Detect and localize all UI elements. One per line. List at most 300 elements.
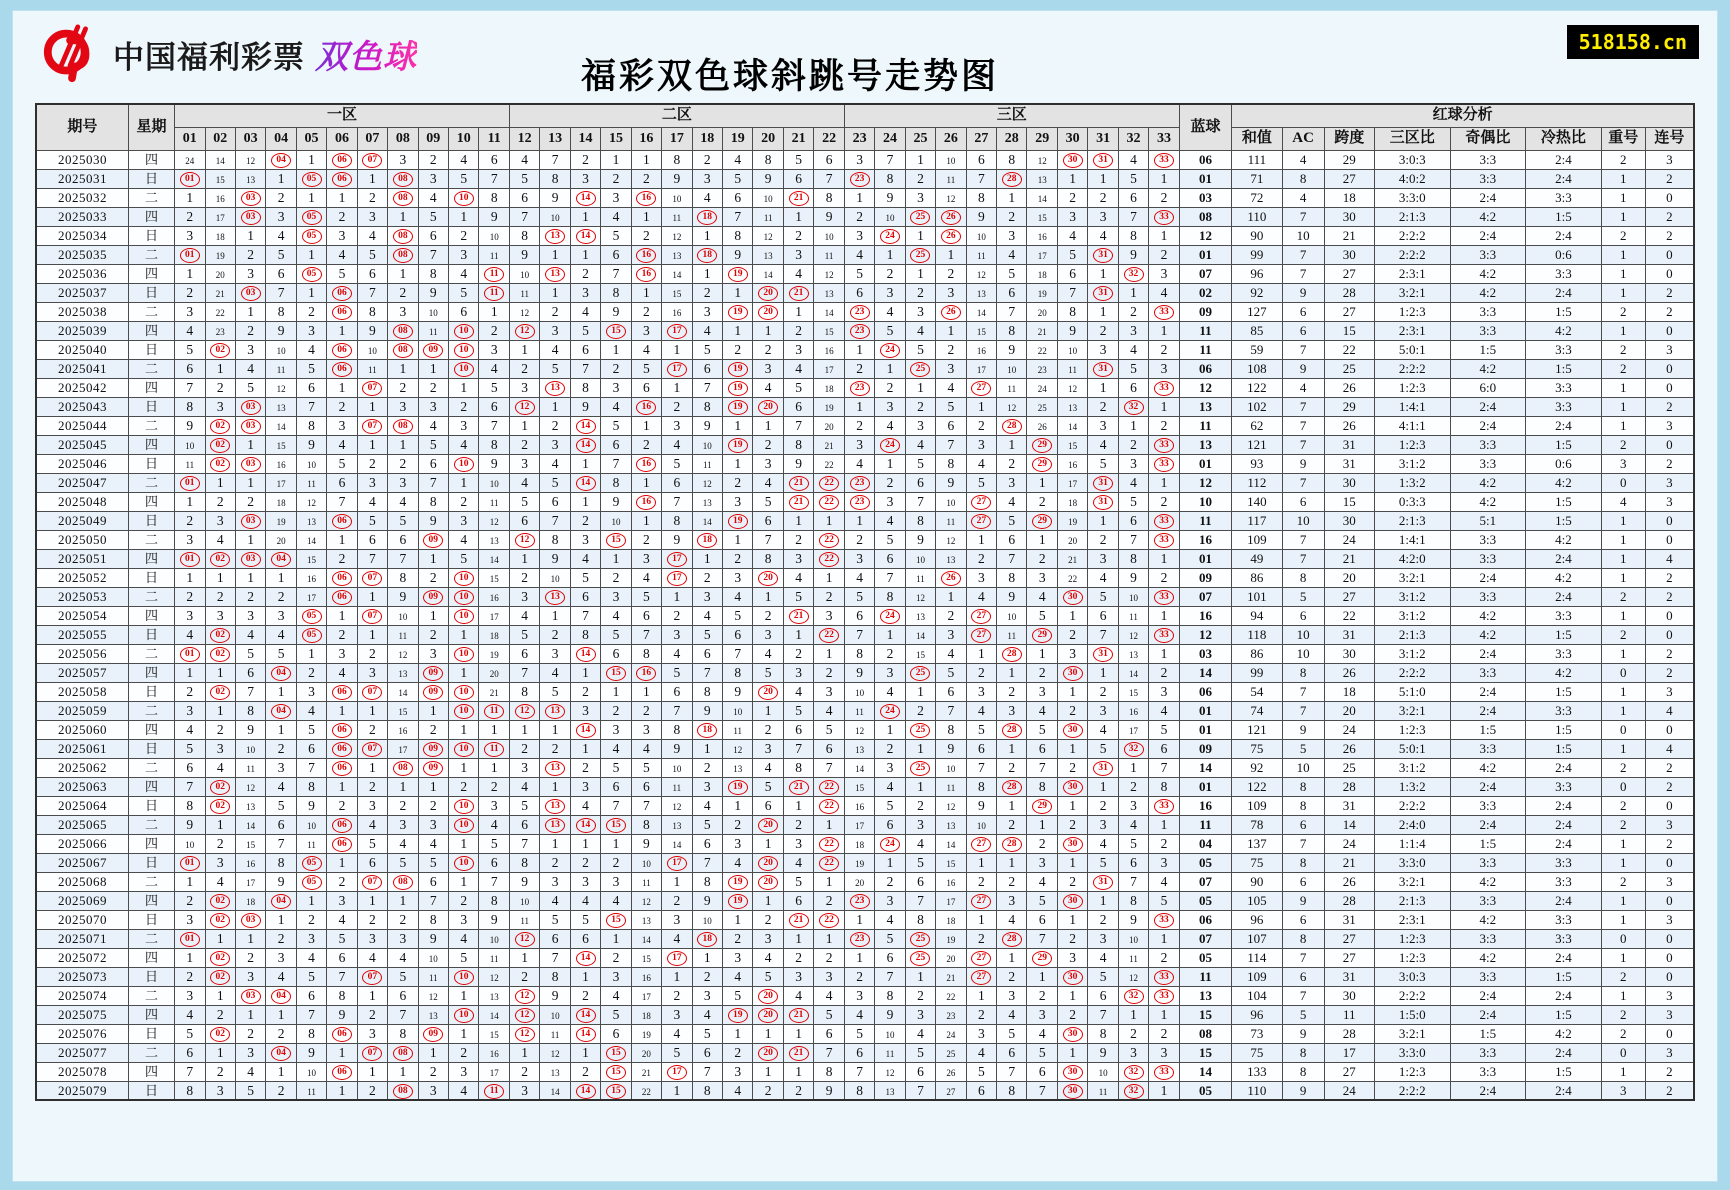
drawn-ball: 02 <box>210 970 230 985</box>
analysis-span: 26 <box>1324 378 1374 397</box>
miss-count: 7 <box>917 1082 924 1098</box>
issue-cell: 2025043 <box>36 397 128 416</box>
ball-cell-16 <box>631 682 661 701</box>
miss-count: 4 <box>1160 873 1168 889</box>
ball-cell-29 <box>1027 929 1057 948</box>
ball-cell-25 <box>905 644 935 663</box>
analysis-odd-even-ratio: 2:4 <box>1450 397 1526 416</box>
ball-cell-20 <box>753 929 783 948</box>
ball-cell-03 <box>235 321 265 340</box>
ball-cell-30 <box>1057 777 1087 796</box>
drawn-ball: 31 <box>1093 761 1113 776</box>
ball-cell-25 <box>905 853 935 872</box>
ball-cell-30 <box>1057 321 1087 340</box>
ball-cell-25 <box>905 397 935 416</box>
miss-count: 8 <box>1160 778 1168 794</box>
ball-cell-04 <box>266 948 296 967</box>
miss-count: 3 <box>886 892 894 908</box>
ball-cell-08 <box>388 1062 418 1081</box>
analysis-hot-cold-ratio: 2:4 <box>1526 416 1602 435</box>
miss-count: 4 <box>856 455 863 471</box>
ball-cell-13 <box>540 359 570 378</box>
ball-cell-24 <box>875 188 905 207</box>
drawn-ball: 01 <box>180 856 200 871</box>
ball-cell-28 <box>997 226 1027 245</box>
ball-cell-05 <box>296 283 326 302</box>
analysis-sum: 74 <box>1232 701 1282 720</box>
ball-cell-01 <box>175 1062 205 1081</box>
ball-cell-12 <box>509 758 539 777</box>
analysis-sum: 75 <box>1232 739 1282 758</box>
ball-cell-07 <box>357 853 387 872</box>
ball-cell-24 <box>875 606 905 625</box>
ball-cell-14 <box>570 492 600 511</box>
ball-cell-15 <box>601 435 631 454</box>
ball-cell-13 <box>540 587 570 606</box>
miss-count: 5 <box>186 1025 194 1041</box>
ball-cell-10 <box>449 549 479 568</box>
blue-ball-cell: 07 <box>1179 587 1231 606</box>
analysis-consecutive: 3 <box>1645 986 1694 1005</box>
analysis-span: 27 <box>1324 948 1374 967</box>
miss-count: 6 <box>1130 512 1137 528</box>
ball-cell-27 <box>966 853 996 872</box>
analysis-consecutive: 4 <box>1645 549 1694 568</box>
analysis-odd-even-ratio: 2:4 <box>1450 701 1526 720</box>
day-cell: 日 <box>128 739 174 758</box>
drawn-ball: 14 <box>576 1084 596 1099</box>
drawn-ball: 17 <box>667 324 687 339</box>
analysis-repeat: 1 <box>1601 682 1645 701</box>
issue-cell: 2025030 <box>36 150 128 169</box>
miss-count: 4 <box>582 892 589 908</box>
miss-count: 3 <box>277 208 285 224</box>
ball-cell-24 <box>875 891 905 910</box>
ball-cell-09 <box>418 1043 448 1062</box>
miss-count: 2 <box>1130 1025 1137 1041</box>
ball-cell-23 <box>844 587 874 606</box>
miss-count: 15 <box>246 840 256 850</box>
ball-cell-30 <box>1057 758 1087 777</box>
miss-count: 16 <box>246 859 256 869</box>
ball-cell-20 <box>753 207 783 226</box>
miss-count: 3 <box>1069 949 1076 965</box>
miss-count: 13 <box>307 517 317 527</box>
analysis-zone-ratio: 3:3:0 <box>1374 1043 1450 1062</box>
ball-cell-01 <box>175 986 205 1005</box>
analysis-ac: 10 <box>1282 511 1324 530</box>
miss-count: 1 <box>551 284 559 300</box>
ball-cell-23 <box>844 511 874 530</box>
miss-count: 6 <box>308 987 315 1003</box>
analysis-ac: 7 <box>1282 245 1324 264</box>
ball-cell-17 <box>662 1062 692 1081</box>
drawn-ball: 06 <box>332 571 352 586</box>
ball-cell-06 <box>327 891 357 910</box>
ball-cell-06 <box>327 435 357 454</box>
analysis-repeat: 1 <box>1601 397 1645 416</box>
ball-cell-13 <box>540 435 570 454</box>
miss-count: 1 <box>917 968 924 984</box>
miss-count: 1 <box>612 835 620 851</box>
miss-count: 1 <box>1099 170 1107 186</box>
analysis-col-header-3: 三区比 <box>1374 127 1450 150</box>
miss-count: 1 <box>795 1025 802 1041</box>
miss-count: 6 <box>795 398 802 414</box>
drawn-ball: 15 <box>606 818 626 833</box>
analysis-span: 31 <box>1324 435 1374 454</box>
ball-cell-29 <box>1027 758 1057 777</box>
ball-cell-22 <box>814 188 845 207</box>
ball-cell-33 <box>1149 929 1180 948</box>
analysis-odd-even-ratio: 1:5 <box>1450 1024 1526 1043</box>
analysis-span: 15 <box>1324 492 1374 511</box>
ball-cell-22 <box>814 302 845 321</box>
zone-header-1: 一区 <box>175 104 510 127</box>
ball-cell-21 <box>783 397 813 416</box>
ball-cell-29 <box>1027 606 1057 625</box>
day-cell: 日 <box>128 454 174 473</box>
miss-count: 5 <box>795 702 802 718</box>
miss-count: 4 <box>795 683 802 699</box>
miss-count: 17 <box>641 992 651 1002</box>
miss-count: 1 <box>338 531 346 547</box>
miss-count: 8 <box>521 227 529 243</box>
miss-count: 3 <box>947 284 955 300</box>
analysis-span: 15 <box>1324 321 1374 340</box>
miss-count: 3 <box>856 436 863 452</box>
ball-cell-01 <box>175 188 205 207</box>
day-cell: 二 <box>128 188 174 207</box>
drawn-ball: 05 <box>302 856 322 871</box>
miss-count: 1 <box>795 626 802 642</box>
miss-count: 2 <box>369 1006 376 1022</box>
miss-count: 4 <box>673 930 681 946</box>
table-row <box>36 245 1694 264</box>
miss-count: 3 <box>734 1063 742 1079</box>
ball-cell-11 <box>479 834 510 853</box>
miss-count: 4 <box>551 341 559 357</box>
blue-ball-cell: 07 <box>1179 929 1231 948</box>
ball-cell-11 <box>479 720 510 739</box>
miss-count: 4 <box>977 588 985 604</box>
drawn-ball: 08 <box>393 1046 413 1061</box>
drawn-ball: 27 <box>971 970 991 985</box>
miss-count: 3 <box>795 835 802 851</box>
miss-count: 4 <box>1130 816 1137 832</box>
analysis-consecutive: 0 <box>1645 188 1694 207</box>
ball-cell-19 <box>723 435 753 454</box>
ball-cell-24 <box>875 853 905 872</box>
analysis-consecutive: 0 <box>1645 511 1694 530</box>
miss-count: 3 <box>825 607 833 623</box>
ball-cell-24 <box>875 226 905 245</box>
miss-count: 8 <box>1008 1082 1016 1098</box>
drawn-ball: 04 <box>271 704 291 719</box>
miss-count: 6 <box>186 759 194 775</box>
analysis-col-header-1: AC <box>1282 127 1324 150</box>
miss-count: 10 <box>1098 1068 1108 1078</box>
analysis-hot-cold-ratio: 2:4 <box>1526 1081 1602 1100</box>
miss-count: 10 <box>641 859 651 869</box>
ball-cell-20 <box>753 1062 783 1081</box>
ball-cell-17 <box>662 625 692 644</box>
ball-cell-13 <box>540 948 570 967</box>
ball-cell-16 <box>631 245 661 264</box>
ball-cell-05 <box>296 701 326 720</box>
ball-cell-05 <box>296 473 326 492</box>
ball-cell-15 <box>601 321 631 340</box>
miss-count: 16 <box>276 460 286 470</box>
ball-cell-29 <box>1027 549 1057 568</box>
ball-cell-33 <box>1149 796 1180 815</box>
miss-count: 12 <box>702 479 712 489</box>
miss-count: 1 <box>734 455 742 471</box>
ball-cell-02 <box>205 986 235 1005</box>
analysis-repeat: 0 <box>1601 663 1645 682</box>
miss-count: 2 <box>1099 683 1107 699</box>
ball-cell-01 <box>175 796 205 815</box>
ball-cell-21 <box>783 910 813 929</box>
ball-cell-19 <box>723 454 753 473</box>
day-cell: 二 <box>128 986 174 1005</box>
ball-cell-01 <box>175 1043 205 1062</box>
drawn-ball: 14 <box>576 818 596 833</box>
ball-cell-27 <box>966 948 996 967</box>
table-row <box>36 777 1694 796</box>
ball-cell-22 <box>814 150 845 169</box>
ball-cell-21 <box>783 891 813 910</box>
miss-count: 3 <box>551 322 559 338</box>
miss-count: 5 <box>521 493 529 509</box>
miss-count: 3 <box>1099 208 1107 224</box>
ball-cell-13 <box>540 644 570 663</box>
miss-count: 3 <box>216 607 224 623</box>
ball-cell-13 <box>540 226 570 245</box>
ball-cell-06 <box>327 492 357 511</box>
table-row <box>36 169 1694 188</box>
ball-cell-32 <box>1118 929 1148 948</box>
ball-cell-15 <box>601 492 631 511</box>
ball-cell-06 <box>327 1062 357 1081</box>
miss-count: 3 <box>429 398 437 414</box>
miss-count: 13 <box>246 802 256 812</box>
ball-cell-26 <box>936 815 966 834</box>
ball-cell-21 <box>783 511 813 530</box>
miss-count: 4 <box>1099 227 1107 243</box>
analysis-sum: 71 <box>1232 169 1282 188</box>
miss-count: 15 <box>855 783 865 793</box>
miss-count: 1 <box>1160 474 1168 490</box>
issue-cell: 2025077 <box>36 1043 128 1062</box>
miss-count: 2 <box>795 949 802 965</box>
miss-count: 1 <box>1160 607 1168 623</box>
drawn-ball: 28 <box>1002 780 1022 795</box>
ball-cell-15 <box>601 397 631 416</box>
miss-count: 8 <box>308 778 315 794</box>
ball-cell-12 <box>509 511 539 530</box>
ball-col-header-20: 20 <box>753 127 783 150</box>
ball-cell-31 <box>1088 701 1118 720</box>
miss-count: 6 <box>917 873 924 889</box>
drawn-ball: 20 <box>758 400 778 415</box>
miss-count: 15 <box>1129 688 1138 698</box>
miss-count: 4 <box>977 1044 985 1060</box>
ball-cell-05 <box>296 834 326 853</box>
miss-count: 1 <box>947 246 955 262</box>
miss-count: 12 <box>1129 631 1138 641</box>
miss-count: 7 <box>551 949 559 965</box>
ball-cell-32 <box>1118 416 1148 435</box>
miss-count: 18 <box>1037 270 1047 280</box>
ball-cell-16 <box>631 644 661 663</box>
ball-cell-26 <box>936 1062 966 1081</box>
ball-cell-19 <box>723 549 753 568</box>
ball-cell-22 <box>814 1043 845 1062</box>
miss-count: 1 <box>795 512 802 528</box>
ball-cell-10 <box>449 929 479 948</box>
ball-cell-29 <box>1027 435 1057 454</box>
miss-count: 1 <box>1008 797 1016 813</box>
ball-cell-25 <box>905 511 935 530</box>
ball-cell-02 <box>205 226 235 245</box>
ball-cell-30 <box>1057 1081 1087 1100</box>
ball-cell-02 <box>205 511 235 530</box>
miss-count: 10 <box>520 270 530 280</box>
ball-cell-04 <box>266 207 296 226</box>
miss-count: 3 <box>795 968 802 984</box>
ball-cell-19 <box>723 530 753 549</box>
miss-count: 1 <box>795 1063 802 1079</box>
ball-cell-16 <box>631 283 661 302</box>
ball-cell-18 <box>692 587 722 606</box>
miss-count: 5 <box>277 246 285 262</box>
miss-count: 14 <box>763 270 773 280</box>
ball-cell-15 <box>601 283 631 302</box>
blue-ball-cell: 11 <box>1179 340 1231 359</box>
ball-cell-20 <box>753 967 783 986</box>
ball-cell-33 <box>1149 834 1180 853</box>
ball-cell-21 <box>783 1081 813 1100</box>
analysis-zone-ratio: 1:1:4 <box>1374 834 1450 853</box>
ball-cell-01 <box>175 340 205 359</box>
ball-cell-05 <box>296 910 326 929</box>
miss-count: 22 <box>1037 346 1047 356</box>
miss-count: 4 <box>277 968 285 984</box>
ball-cell-06 <box>327 720 357 739</box>
ball-cell-26 <box>936 245 966 264</box>
miss-count: 3 <box>460 911 468 927</box>
ball-cell-23 <box>844 530 874 549</box>
miss-count: 1 <box>764 835 772 851</box>
analysis-zone-ratio: 3:1:2 <box>1374 587 1450 606</box>
issue-cell: 2025057 <box>36 663 128 682</box>
analysis-zone-ratio: 1:2:3 <box>1374 720 1450 739</box>
ball-cell-31 <box>1088 359 1118 378</box>
miss-count: 4 <box>977 702 985 718</box>
miss-count: 7 <box>1069 284 1076 300</box>
miss-count: 5 <box>673 664 681 680</box>
miss-count: 4 <box>582 797 589 813</box>
ball-cell-17 <box>662 397 692 416</box>
miss-count: 1 <box>429 607 437 623</box>
miss-count: 1 <box>216 569 224 585</box>
ball-cell-27 <box>966 169 996 188</box>
ball-cell-04 <box>266 188 296 207</box>
ball-cell-26 <box>936 226 966 245</box>
miss-count: 1 <box>734 284 742 300</box>
ball-cell-25 <box>905 321 935 340</box>
ball-cell-11 <box>479 1062 510 1081</box>
miss-count: 5 <box>1160 892 1168 908</box>
miss-count: 2 <box>247 1025 255 1041</box>
ball-cell-30 <box>1057 150 1087 169</box>
drawn-ball: 02 <box>210 343 230 358</box>
analysis-repeat: 4 <box>1601 492 1645 511</box>
ball-cell-31 <box>1088 416 1118 435</box>
ball-cell-31 <box>1088 150 1118 169</box>
miss-count: 1 <box>977 911 985 927</box>
ball-cell-24 <box>875 796 905 815</box>
analysis-sum: 133 <box>1232 1062 1282 1081</box>
miss-count: 2 <box>1160 569 1168 585</box>
miss-count: 2 <box>399 911 407 927</box>
miss-count: 5 <box>764 493 772 509</box>
miss-count: 1 <box>1099 892 1107 908</box>
miss-count: 10 <box>976 821 986 831</box>
analysis-consecutive: 0 <box>1645 378 1694 397</box>
miss-count: 3 <box>338 417 346 433</box>
ball-cell-20 <box>753 511 783 530</box>
issue-cell: 2025031 <box>36 169 128 188</box>
miss-count: 10 <box>398 612 408 622</box>
miss-count: 1 <box>1069 607 1076 623</box>
miss-count: 14 <box>215 156 225 166</box>
header-row-numbers <box>36 127 1694 150</box>
ball-cell-17 <box>662 321 692 340</box>
analysis-span: 24 <box>1324 834 1374 853</box>
ball-cell-19 <box>723 967 753 986</box>
ball-col-header-04: 04 <box>266 127 296 150</box>
ball-cell-27 <box>966 359 996 378</box>
ball-cell-01 <box>175 1081 205 1100</box>
ball-cell-16 <box>631 777 661 796</box>
ball-cell-19 <box>723 720 753 739</box>
miss-count: 1 <box>1008 436 1016 452</box>
ball-cell-14 <box>570 587 600 606</box>
table-row <box>36 473 1694 492</box>
ball-cell-19 <box>723 150 753 169</box>
analysis-repeat: 1 <box>1601 530 1645 549</box>
drawn-ball: 15 <box>606 666 626 681</box>
issue-cell: 2025056 <box>36 644 128 663</box>
miss-count: 1 <box>399 778 407 794</box>
ball-cell-17 <box>662 435 692 454</box>
miss-count: 3 <box>856 550 863 566</box>
analysis-hot-cold-ratio: 2:4 <box>1526 796 1602 815</box>
miss-count: 2 <box>369 778 376 794</box>
analysis-zone-ratio: 4:1:1 <box>1374 416 1450 435</box>
ball-cell-14 <box>570 739 600 758</box>
ball-cell-21 <box>783 302 813 321</box>
ball-cell-20 <box>753 359 783 378</box>
ball-cell-10 <box>449 796 479 815</box>
table-row <box>36 644 1694 663</box>
ball-cell-10 <box>449 606 479 625</box>
miss-count: 1 <box>582 208 589 224</box>
ball-cell-04 <box>266 454 296 473</box>
drawn-ball: 20 <box>758 571 778 586</box>
